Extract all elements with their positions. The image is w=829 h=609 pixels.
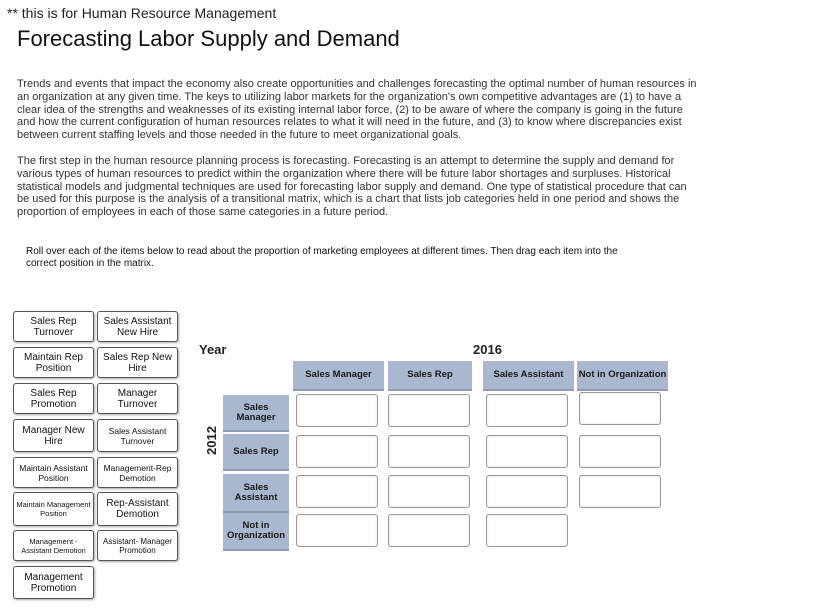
drop-slot-manager-rep[interactable] [388,394,470,427]
col-header-sales-manager: Sales Manager [293,361,384,391]
drag-item-manager-turnover[interactable]: Manager Turnover [97,383,178,414]
drop-slot-not-in-org-manager[interactable] [296,514,378,547]
row-header-sales-rep: Sales Rep [223,434,289,471]
drag-item-sales-assistant-turnover[interactable]: Sales Assistant Turnover [97,419,178,452]
drag-item-sales-assistant-new-hire[interactable]: Sales Assistant New Hire [97,311,178,342]
drop-slot-assistant-not-in-org[interactable] [579,475,661,508]
col-header-sales-rep: Sales Rep [388,361,472,391]
drop-slot-not-in-org-assistant[interactable] [486,514,568,547]
drag-item-manager-new-hire[interactable]: Manager New Hire [13,419,94,452]
drop-slot-manager-not-in-org[interactable] [579,392,661,425]
drop-slot-assistant-rep[interactable] [388,475,470,508]
drag-item-sales-rep-new-hire[interactable]: Sales Rep New Hire [97,347,178,378]
row-header-sales-manager: Sales Manager [223,395,289,432]
drag-item-management-rep-demotion[interactable]: Management-Rep Demotion [97,457,178,488]
drag-item-assistant-manager-promotion[interactable]: Assistant- Manager Promotion [97,530,178,561]
drag-item-maintain-management-position[interactable]: Maintain Management Position [13,492,94,526]
drop-slot-rep-not-in-org[interactable] [579,435,661,468]
matrix-row-year: 2012 [204,426,219,455]
drop-slot-rep-assistant[interactable] [486,435,568,468]
drag-item-sales-rep-promotion[interactable]: Sales Rep Promotion [13,383,94,414]
drop-slot-manager-assistant[interactable] [486,394,568,427]
drop-slot-manager-manager[interactable] [296,394,378,427]
drop-slot-not-in-org-rep[interactable] [388,514,470,547]
drag-item-maintain-assistant-position[interactable]: Maintain Assistant Position [13,457,94,488]
drag-item-management-promotion[interactable]: Management Promotion [13,566,94,599]
instructions: Roll over each of the items below to read about the proportion of marketing employees at different times. Then drag each item into the correct position in the matrix. [26,246,618,269]
row-header-not-in-organization: Not in Organization [223,513,289,551]
drop-slot-rep-rep[interactable] [388,435,470,468]
drag-item-rep-assistant-demotion[interactable]: Rep-Assistant Demotion [97,492,178,526]
drag-item-maintain-rep-position[interactable]: Maintain Rep Position [13,347,94,378]
course-note: ** this is for Human Resource Management [7,5,277,21]
col-header-not-in-organization: Not in Organization [577,361,668,391]
intro-paragraph-1: Trends and events that impact the economy also create opportunities and challenges forecasting the optimal number of human resources in an organization at any given time. The keys to utilizing labor markets for the organization's own competitive advantages are (1) to have a clear idea of the strengths and weaknesses of its existing internal labor force, (2) to be aware of where the company is going in the future and how the current configuration of human resources relates to what it will need in the future, and (3) to know where discrepancies exist between current staffing levels and those needed in the future to meet organizational goals. [17,78,697,142]
matrix-column-year: 2016 [473,342,502,357]
drag-item-sales-rep-turnover[interactable]: Sales Rep Turnover [13,311,94,342]
col-header-sales-assistant: Sales Assistant [483,361,574,391]
page-title: Forecasting Labor Supply and Demand [17,26,400,51]
drop-slot-assistant-manager[interactable] [296,475,378,508]
row-header-sales-assistant: Sales Assistant [223,474,289,513]
matrix-year-label: Year [199,342,227,357]
drag-item-management-assistant-demotion[interactable]: Management - Assistant Demotion [13,530,94,561]
drop-slot-assistant-assistant[interactable] [486,475,568,508]
drop-slot-rep-manager[interactable] [296,435,378,468]
intro-paragraph-2: The first step in the human resource planning process is forecasting. Forecasting is an attempt to determine the supply and demand for various types of human resources to predict within the organization where there will be future labor shortages and surpluses. Historical statistical models and judgmental techniques are used for forecasting labor supply and demand. One type of statistical procedure that can be used for this purpose is the analysis of a transitional matrix, which is a chart that lists job categories held in one period and shows the proportion of employees in each of those same categories in a future period. [17,155,687,219]
